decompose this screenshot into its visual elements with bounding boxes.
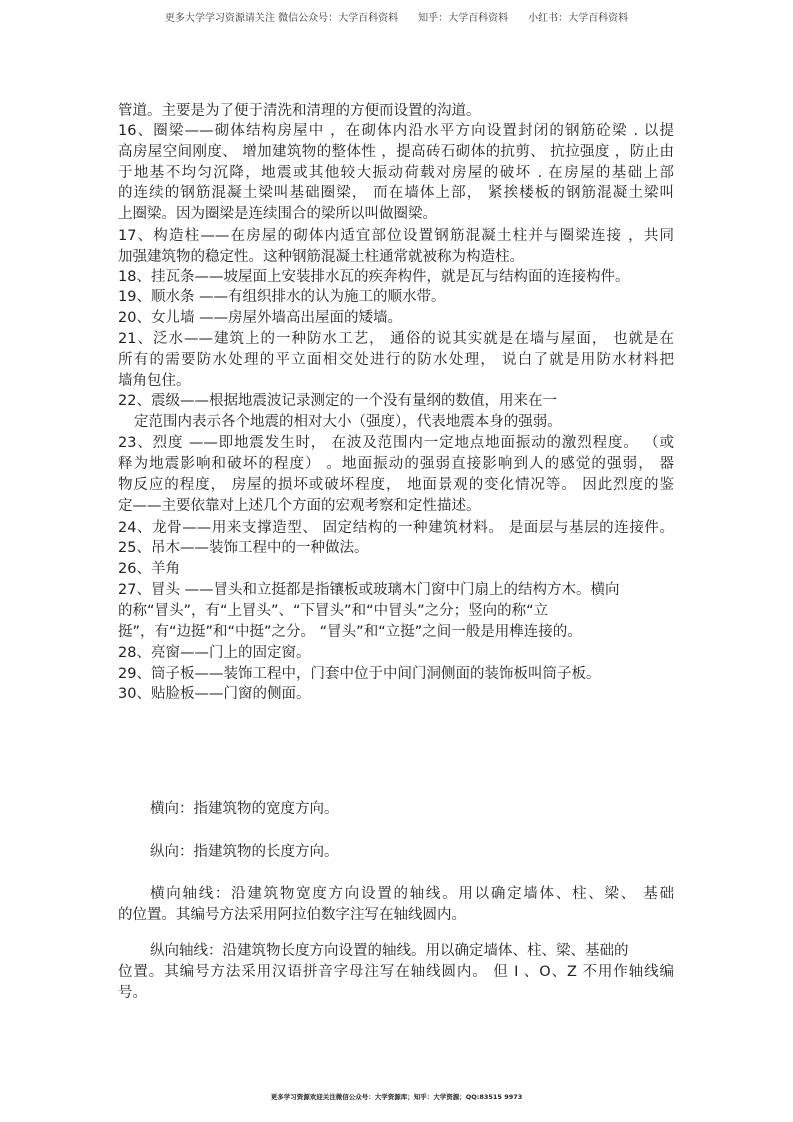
text-line: 定——主要依靠对上述几个方面的宏观考察和定性描述。 bbox=[118, 498, 481, 514]
text-line: 于地基不均匀沉降，地震或其他较大振动荷载对房屋的破坏 . 在房屋的基础上部 bbox=[118, 165, 674, 181]
text-line: 所有的需要防水处理的平立面相交处进行的防水处理， 说白了就是用防水材料把 bbox=[118, 352, 674, 368]
text-line: 24、龙骨——用来支撑造型、 固定结构的一种建筑材料。 是面层与基层的连接件。 bbox=[118, 520, 674, 536]
text-line: 21、泛水——建筑上的一种防水工艺， 通俗的说其实就是在墙与屋面， 也就是在 bbox=[118, 331, 674, 347]
text-line: 横向轴线：沿建筑物宽度方向设置的轴线。用以确定墙体、柱、梁、 基础 bbox=[150, 886, 674, 902]
text-line: 18、挂瓦条——坡屋面上安装排水瓦的疾奔构件，就是瓦与结构面的连接构件。 bbox=[118, 269, 630, 285]
text-line: 的位置。其编号方法采用阿拉伯数字注写在轴线圆内。 bbox=[118, 907, 466, 923]
page-header bbox=[0, 9, 793, 24]
text-line: 29、筒子板——装饰工程中，门套中位于中间门洞侧面的装饰板叫筒子板。 bbox=[118, 666, 601, 682]
text-line: 25、吊木——装饰工程中的一种做法。 bbox=[118, 540, 369, 556]
text-line: 20、女儿墙 ——房屋外墙高出屋面的矮墙。 bbox=[118, 310, 403, 326]
text-line: 27、冒头 ——冒头和立挺都是指镶板或玻璃木门窗中门扇上的结构方木。横向 bbox=[118, 582, 620, 598]
text-line: 加强建筑物的稳定性。这种钢筋混凝土柱通常就被称为构造柱。 bbox=[118, 249, 524, 265]
header-zhihu: 知乎：大学百科资料 bbox=[418, 13, 509, 24]
text-line: 的称“冒头”，有“上冒头”、“下冒头”和“中冒头”之分；竖向的称“立 bbox=[118, 603, 549, 619]
text-line: 管道。主要是为了便于清洗和清理的方便而设置的沟道。 bbox=[118, 103, 481, 119]
text-line: 28、亮窗——门上的固定窗。 bbox=[118, 645, 311, 661]
text-line: 纵向轴线：沿建筑物长度方向设置的轴线。用以确定墙体、柱、梁、基础的 bbox=[150, 943, 629, 959]
text-line: 号。 bbox=[118, 985, 147, 1001]
text-line: 的连续的钢筋混凝土梁叫基础圈梁， 而在墙体上部， 紧挨楼板的钢筋混凝土梁叫 bbox=[118, 185, 674, 201]
text-line: 横向：指建筑物的宽度方向。 bbox=[150, 801, 339, 817]
text-line: 17、构造柱——在房屋的砌体内适宜部位设置钢筋混凝土柱并与圈梁连接 ，共同 bbox=[118, 228, 674, 244]
text-line: 22、震级——根据地震波记录测定的一个没有量纲的数值，用来在一 bbox=[118, 393, 557, 409]
text-line: 物反应的程度， 房屋的损坏或破坏程度， 地面景观的变化情况等。 因此烈度的鉴 bbox=[118, 477, 674, 493]
text-line: 19、顺水条 ——有组织排水的认为施工的顺水带。 bbox=[118, 289, 446, 305]
header-xiaohongshu: 小红书：大学百科资料 bbox=[528, 13, 629, 24]
text-line: 上圈梁。因为圈梁是连续围合的梁所以叫做圈梁。 bbox=[118, 206, 437, 222]
text-line: 16、圈梁——砌体结构房屋中 ，在砌体内沿水平方向设置封闭的钢筋砼梁 . 以提 bbox=[118, 123, 674, 139]
header-wechat: 更多大学学习资源请关注 微信公众号：大学百科资料 bbox=[164, 13, 399, 24]
text-line: 位置。其编号方法采用汉语拼音字母注写在轴线圆内。 但 I 、O、Z 不用作轴线编 bbox=[118, 964, 674, 980]
text-line: 释为地震影响和破坏的程度） 。地面振动的强弱直接影响到人的感觉的强弱， 器 bbox=[118, 456, 674, 472]
text-line: 挺”，有“边挺”和“中挺”之分。 “冒头”和“立挺”之间一般是用榫连接的。 bbox=[118, 624, 582, 640]
text-line: 26、羊角 bbox=[118, 561, 180, 577]
text-line: 纵向：指建筑物的长度方向。 bbox=[150, 844, 339, 860]
text-line: 高房屋空间刚度、 增加建筑物的整体性 ，提高砖石砌体的抗剪、 抗拉强度 ，防止由 bbox=[118, 144, 674, 160]
text-line: 定范围内表示各个地震的相对大小（强度），代表地震本身的强弱。 bbox=[134, 414, 562, 430]
text-line: 30、贴脸板——门窗的侧面。 bbox=[118, 686, 311, 702]
text-line: 23、烈度 ——即地震发生时， 在波及范围内一定地点地面振动的激烈程度。 （或 bbox=[118, 435, 674, 451]
page-footer: 更多学习资源欢迎关注微信公众号：大学资源库；知乎：大学资源；QQ:83515 9973 bbox=[270, 1093, 523, 1101]
text-line: 墙角包住。 bbox=[118, 373, 191, 389]
